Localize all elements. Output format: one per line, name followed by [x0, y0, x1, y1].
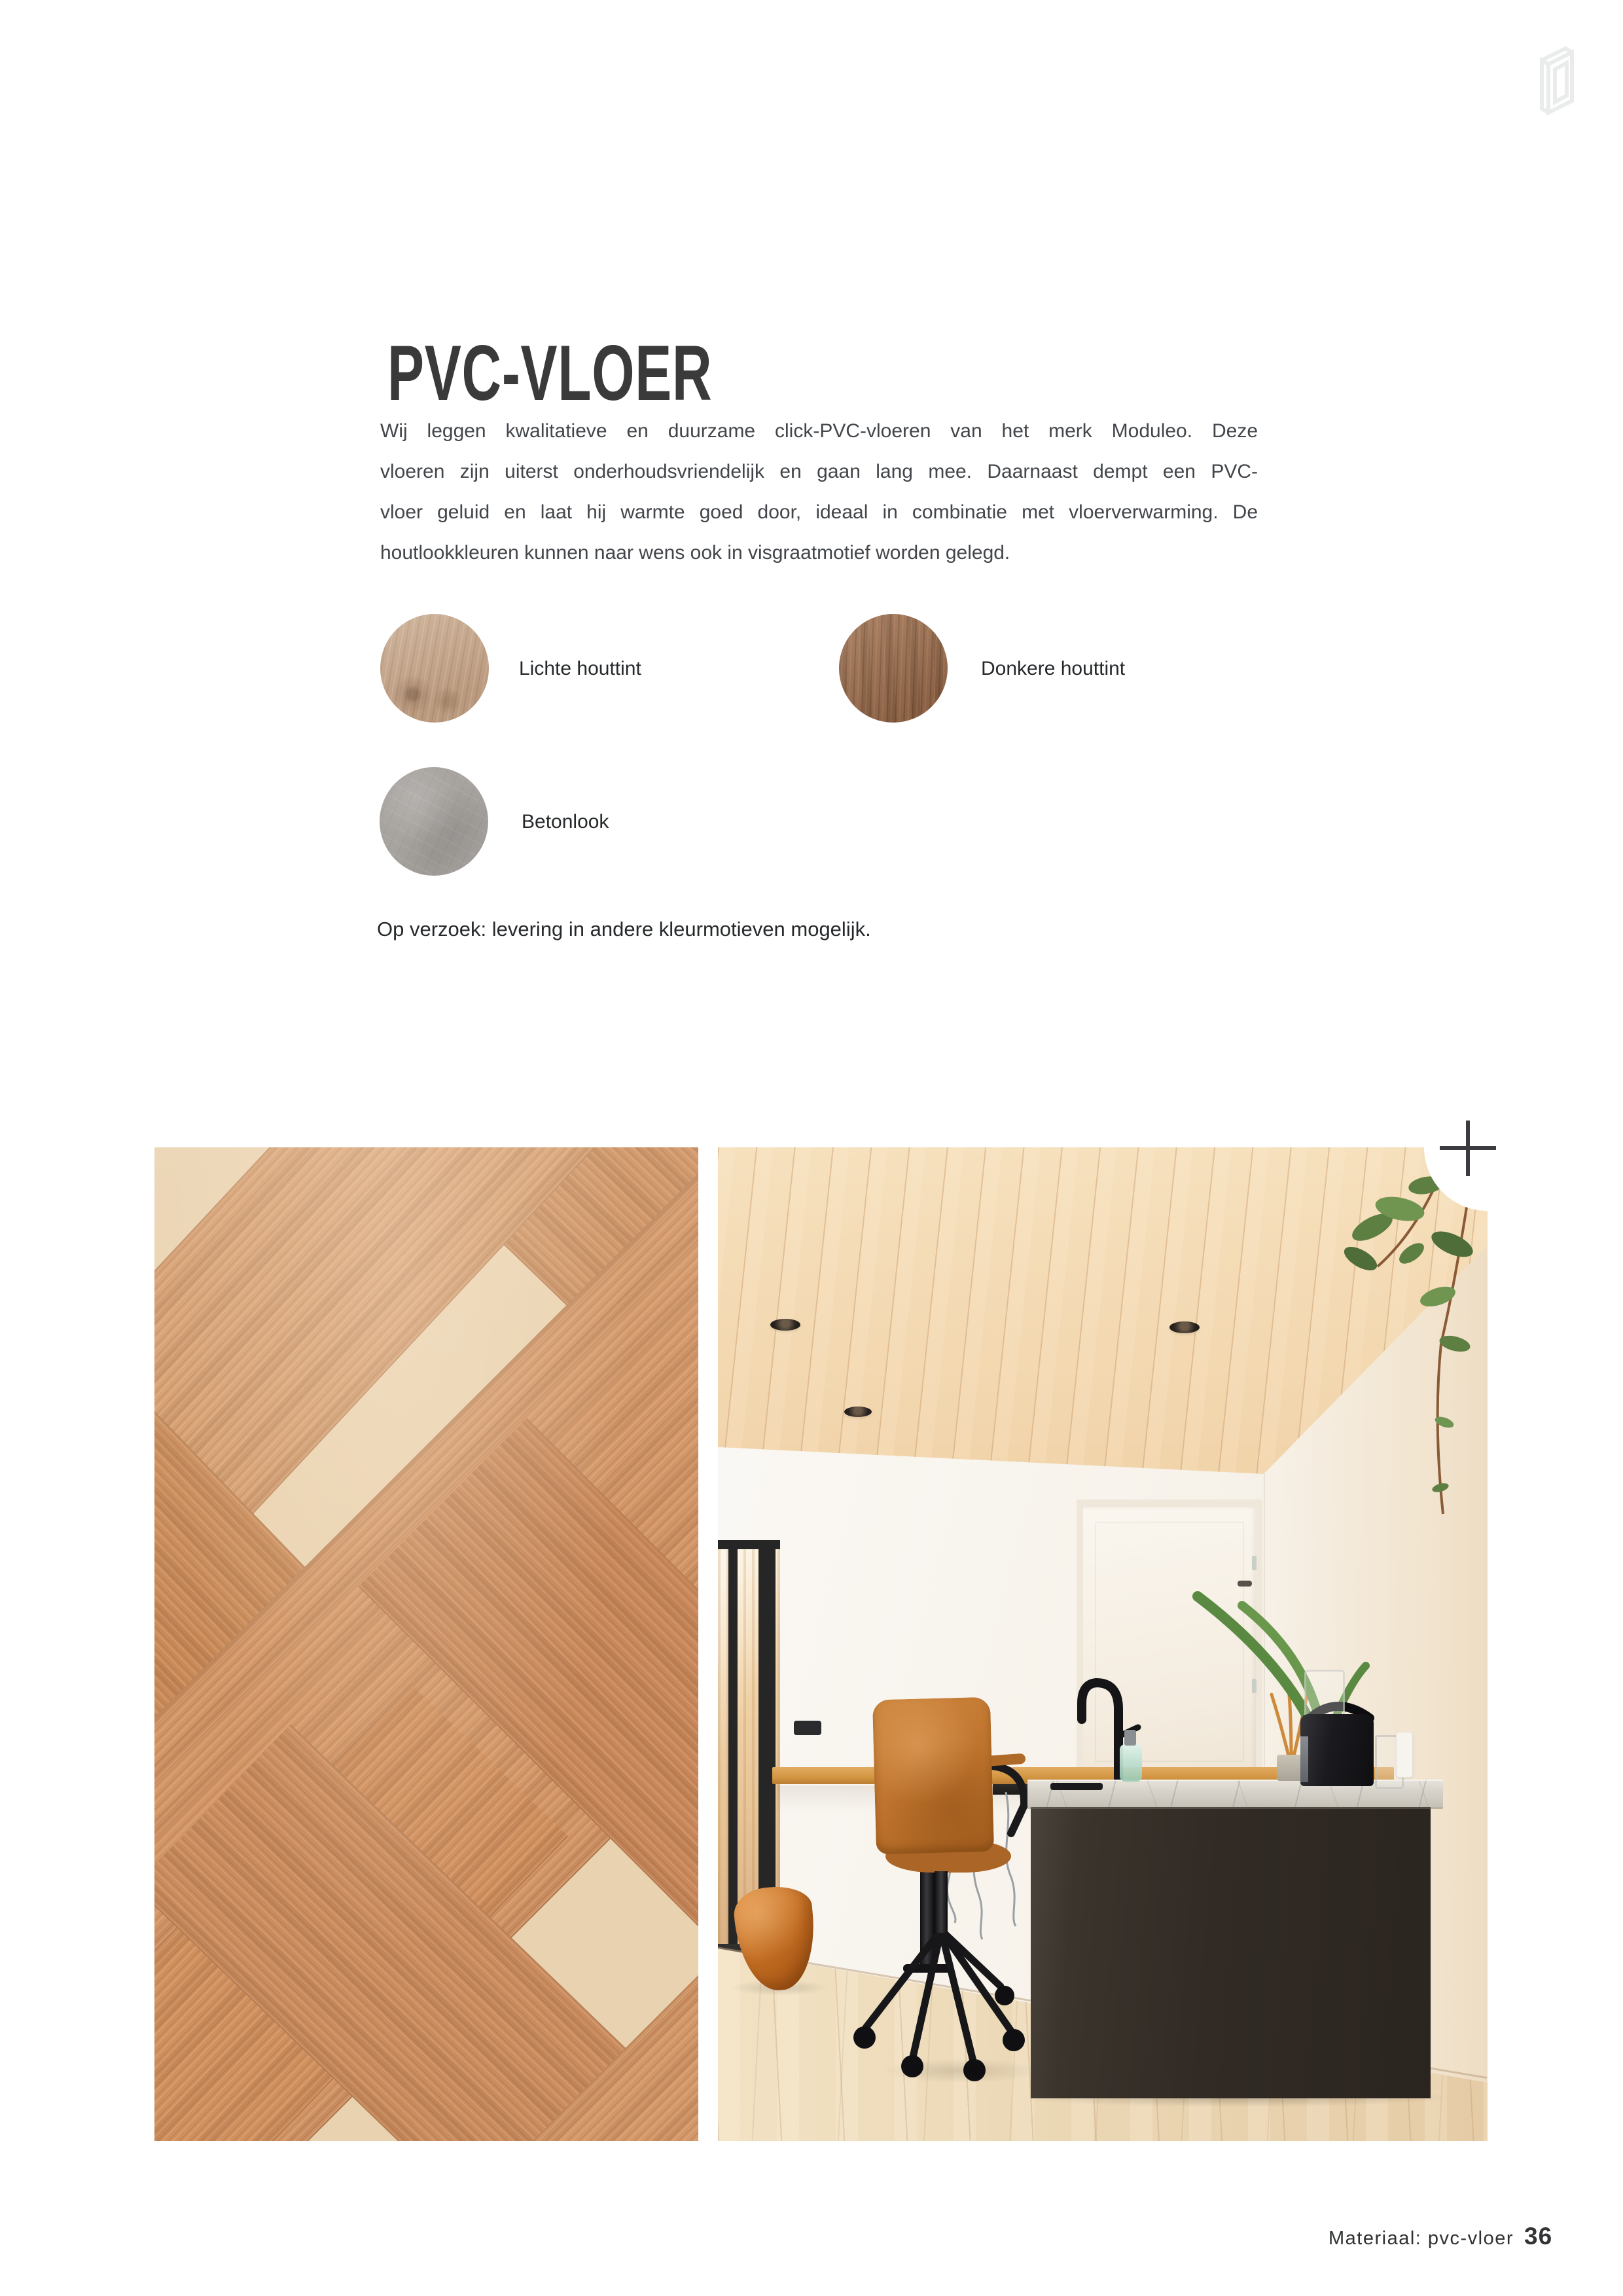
swatch-label-light-wood: Lichte houttint [519, 658, 641, 679]
desk-foot [903, 1964, 953, 1973]
ceiling-spotlight [1169, 1321, 1200, 1333]
wall-corner-line [1264, 1474, 1265, 1809]
ceiling-spotlight [770, 1319, 800, 1331]
swatch-concrete-texture [380, 767, 488, 876]
intro-paragraph [380, 411, 1258, 573]
office-chair-backrest [872, 1697, 994, 1855]
intro-line: Wij leggen kwalitatieve en duurzame click-PVC-vloeren van het merk Moduleo. Deze [380, 420, 1258, 442]
photo-herringbone-floor [154, 1147, 698, 2141]
intro-line: houtlookkleuren kunnen naar wens ook in visgraatmotief worden gelegd. [380, 542, 1010, 564]
crop-mark-plus-icon [1440, 1146, 1496, 1150]
desk-cable-tray [993, 1784, 1031, 1795]
door-panel-line [1095, 1522, 1244, 1762]
wall-socket [1396, 1732, 1413, 1778]
swatch-dark-wood [839, 614, 948, 723]
door-handle [1238, 1581, 1252, 1587]
footer-page-number: 36 [1524, 2223, 1553, 2250]
office-chair-column [935, 1871, 948, 1933]
intro-line: vloer geluid en laat hij warmte goed door, ideaal in combinatie met vloerverwarming. De [380, 501, 1258, 523]
intro-line: vloeren zijn uiterst onderhoudsvriendelijk en gaan lang mee. Daarnaast dempt een PVC- [380, 461, 1258, 482]
swatch-light-wood-texture [380, 614, 489, 723]
door-hinge [1252, 1556, 1257, 1570]
chair-shadow [882, 2058, 1042, 2083]
photo-home-office-interior [718, 1147, 1488, 2141]
swatch-label-concrete: Betonlook [522, 811, 609, 833]
door-leaf [1083, 1507, 1256, 1782]
swatch-label-dark-wood: Donkere houttint [981, 658, 1126, 679]
door-hinge [1252, 1679, 1257, 1693]
swatch-concrete [380, 767, 488, 876]
sink-basin [1050, 1783, 1103, 1790]
ceiling-spotlight [844, 1407, 872, 1417]
soap-dispenser-pump [1124, 1730, 1136, 1746]
soap-dispenser [1120, 1744, 1142, 1782]
coffee-machine [1300, 1714, 1374, 1786]
swatch-light-wood [380, 614, 489, 723]
page-footer [1329, 2223, 1552, 2250]
coffee-machine-tank [1300, 1736, 1308, 1782]
swatch-dark-wood-texture [839, 614, 948, 723]
interior-door [1077, 1499, 1262, 1782]
page-title: PVC-VLOER [387, 329, 713, 418]
photo-light-overlay [154, 1147, 698, 2141]
window-frame-bar [728, 1540, 738, 1956]
publisher-logo-icon [1529, 45, 1578, 118]
kitchen-island [1031, 1805, 1431, 2098]
footer-material-label: Materiaal: pvc-vloer [1329, 2228, 1514, 2249]
wall-socket [794, 1721, 821, 1735]
request-note: Op verzoek: levering in andere kleurmotieven mogelijk. [377, 918, 871, 941]
window-frame-top [718, 1540, 780, 1549]
